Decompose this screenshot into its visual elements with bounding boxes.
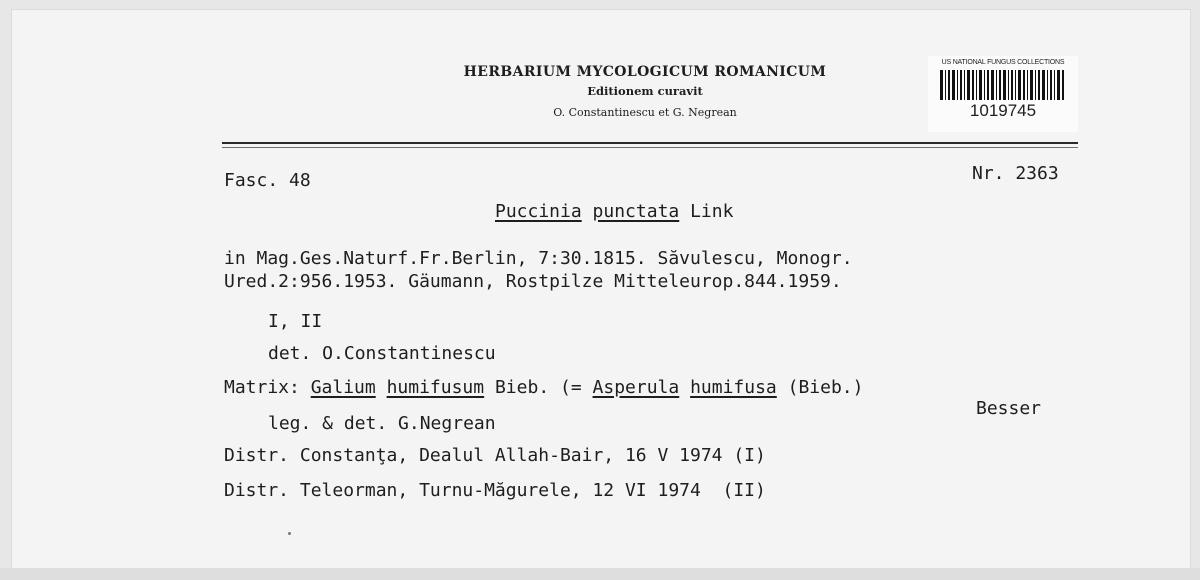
barcode-number: 1019745 (969, 101, 1037, 120)
species-epithet: punctata (592, 201, 680, 222)
herbarium-title: HERBARIUM MYCOLOGICUM ROMANICUM (463, 64, 827, 80)
paper-speck (288, 532, 291, 535)
collector: leg. & det. G.Negrean (268, 413, 496, 434)
locality-2: Distr. Teleorman, Turnu-Măgurele, 12 VI 1974 (II) (224, 480, 766, 501)
barcode-caption: US NATIONAL FUNGUS COLLECTIONS (941, 59, 1065, 66)
synonym-genus: Asperula (592, 377, 680, 398)
citation-line-2: Ured.2:956.1953. Gäumann, Rostpilze Mitteleurop.844.1959. (224, 271, 842, 292)
synonym-author: (Bieb.) (787, 377, 864, 398)
header-rule (222, 142, 1078, 144)
label-header (380, 64, 910, 119)
spore-stages: I, II (268, 311, 323, 332)
stage-determiner: det. O.Constantinescu (268, 343, 496, 364)
host-epithet: humifusum (386, 377, 485, 398)
synonym-author-2: Besser (976, 398, 1042, 419)
citation-line-1: in Mag.Ges.Naturf.Fr.Berlin, 7:30.1815. Săvulescu, Monogr. (224, 248, 853, 269)
barcode-sticker (928, 56, 1078, 132)
species-author: Link (690, 201, 734, 222)
host-author: Bieb. (494, 377, 550, 398)
herbarium-subtitle: Editionem curavit (587, 84, 703, 98)
synonym-open: (= (560, 377, 582, 398)
host-genus: Galium (310, 377, 376, 398)
locality-1: Distr. Constanţa, Dealul Allah-Bair, 16 V 1974 (I) (224, 445, 766, 466)
synonym-epithet: humifusa (690, 377, 777, 398)
species-name (495, 201, 733, 223)
card-shadow-edge (0, 568, 1200, 580)
matrix-line (224, 377, 863, 399)
fascicle-number: Fasc. 48 (224, 170, 311, 191)
herbarium-editors: O. Constantinescu et G. Negrean (553, 106, 737, 119)
header-rule-thin (222, 147, 1078, 148)
specimen-number: Nr. 2363 (972, 163, 1059, 184)
barcode-icon (940, 70, 1066, 100)
species-genus: Puccinia (495, 201, 582, 222)
matrix-prefix: Matrix: (224, 377, 300, 398)
